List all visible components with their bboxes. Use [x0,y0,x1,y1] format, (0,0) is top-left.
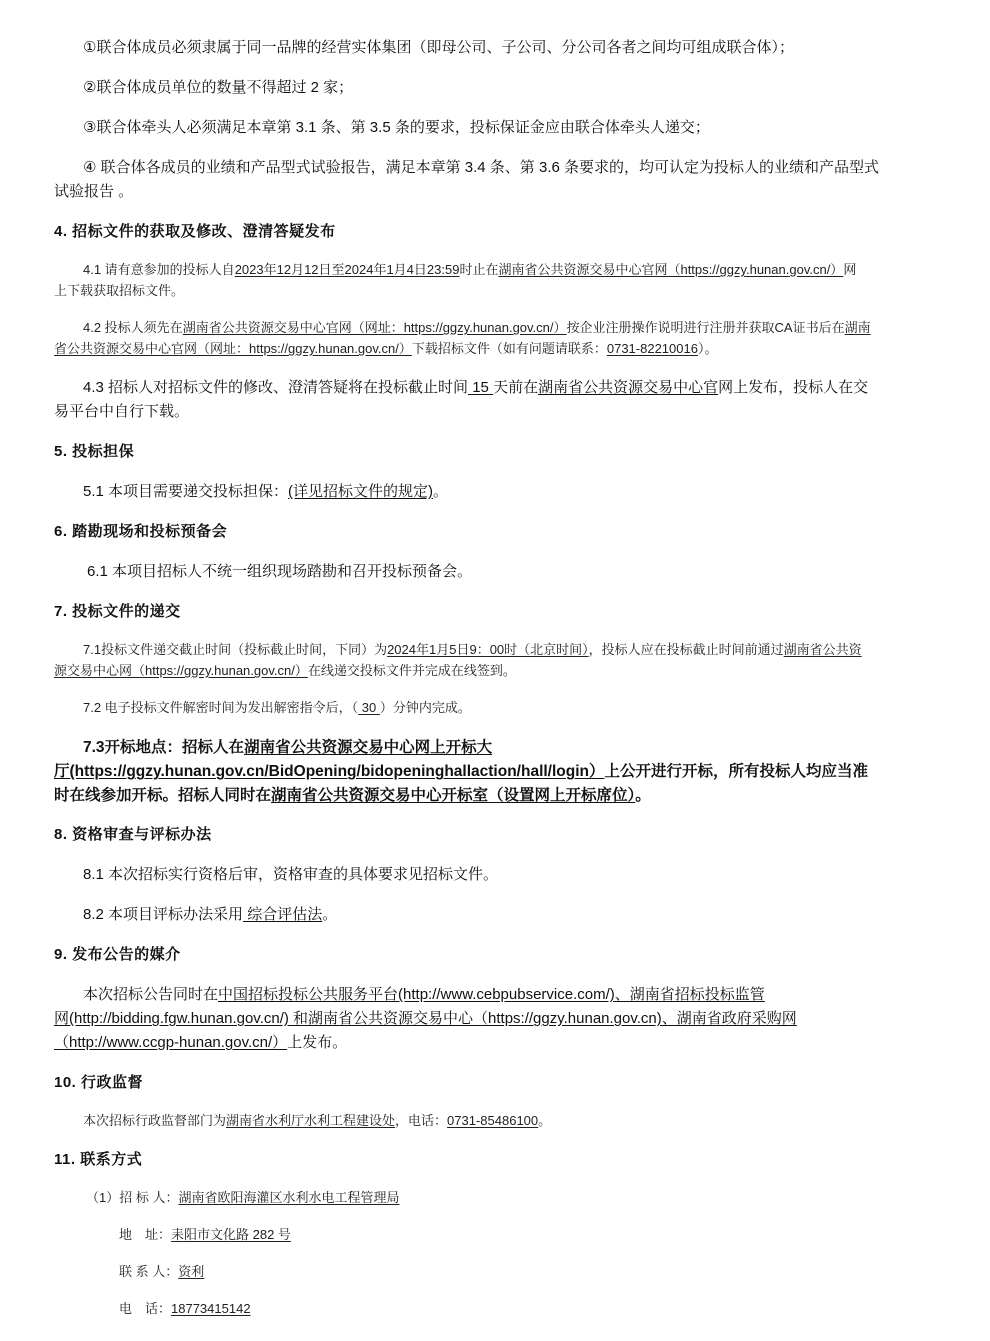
union-item-4-cont: 试验报告 。 [54,183,134,200]
union-item-3: ③联合体牵头人必须满足本章第 3.1 条、第 3.5 条的要求，投标保证金应由联合体牵头人递交； [83,119,710,136]
union-item-1: ①联合体成员必须隶属于同一品牌的经营实体集团（即母公司、子公司、分公司各者之间均可组成联合体）； [83,39,794,56]
section-7-3-cont: 厅(https://ggzy.hunan.gov.cn/BidOpening/bidopeninghallaction/hall/login）上公开进行开标，所有投标人均应当准 [54,763,869,780]
section-4-1-cont: 上下载获取招标文件。 [54,283,185,298]
contact-address: 地 址：耒阳市文化路 282 号 [119,1227,291,1242]
media-links-1[interactable]: 中国招标投标公共服务平台(http://www.cebpubservice.com/)、湖南省招标投标监管 [218,986,765,1003]
section-7-2: 7.2 电子投标文件解密时间为发出解密指令后，（ 30 ）分钟内完成。 [83,700,471,715]
section-4-3: 4.3 招标人对招标文件的修改、澄清答疑将在投标截止时间 15 天前在湖南省公共资源交易中心官网上发布，投标人在交 [83,379,869,396]
address-value: 耒阳市文化路 282 号 [171,1227,291,1242]
section-7-1-cont: 源交易中心网（https://ggzy.hunan.gov.cn/）在线递交投标文件并完成在线签到。 [54,663,516,678]
section-7-1: 7.1投标文件递交截止时间（投标截止时间，下同）为2024年1月5日9：00时（北京时间），投标人应在投标截止时间前通过湖南省公共资 [83,642,862,657]
section-9-line-2 [54,1007,797,1028]
section-9-line-3: （http://www.ccgp-hunan.gov.cn/）上发布。 [54,1034,348,1051]
tenderer-name: 湖南省欧阳海灌区水利水电工程管理局 [178,1190,400,1205]
section-9-line-1: 本次招标公告同时在中国招标投标公共服务平台(http://www.cebpubservice.com/)、湖南省招标投标监管 [83,986,765,1003]
section-8-title: 8. 资格审查与评标办法 [54,826,212,843]
decrypt-minutes: 30 [358,700,380,715]
media-links-2[interactable]: 网(http://bidding.fgw.hunan.gov.cn/) 和湖南省公共资源交易中心（https://ggzy.hunan.gov.cn)、湖南省政府采购网 [54,1010,797,1027]
contact-person-value: 资利 [178,1264,205,1279]
trading-center-link-3b[interactable]: 省公共资源交易中心官网（网址：https://ggzy.hunan.gov.cn/） [54,341,412,356]
section-7-3: 7.3开标地点：招标人在湖南省公共资源交易中心网上开标大 [83,739,493,756]
section-10-1: 本次招标行政监督部门为湖南省水利厅水利工程建设处，电话：0731-85486100。 [83,1113,552,1128]
section-11-title: 11. 联系方式 [54,1151,143,1168]
section-4-title: 4. 招标文件的获取及修改、澄清答疑发布 [54,223,336,240]
section-4-3-cont: 易平台中自行下载。 [54,403,190,420]
section-4-2-cont: 省公共资源交易中心官网（网址：https://ggzy.hunan.gov.cn/）下载招标文件（如有问题请联系：0731-82210016）。 [54,341,718,356]
trading-center-link-3a[interactable]: 湖南 [844,320,871,335]
guarantee-note: (详见招标文件的规定) [288,483,434,500]
trading-center-link-4[interactable]: 湖南省公共资源交易中心官 [538,379,719,396]
contact-tenderer: （1）招 标 人：湖南省欧阳海灌区水利水电工程管理局 [86,1190,400,1205]
section-4-2: 4.2 投标人须先在湖南省公共资源交易中心官网（网址：https://ggzy.hunan.gov.cn/）按企业注册操作说明进行注册并获取CA证书后在湖南 [83,320,871,335]
contact-phone: 0731-82210016 [606,341,698,356]
media-links-3[interactable]: （http://www.ccgp-hunan.gov.cn/） [54,1034,288,1051]
section-5-1: 5.1 本项目需要递交投标担保：(详见招标文件的规定)。 [83,483,449,500]
union-item-4: ④ 联合体各成员的业绩和产品型式试验报告，满足本章第 3.4 条、第 3.6 条要求的，均可认定为投标人的业绩和产品型式 [83,159,879,176]
section-5-title: 5. 投标担保 [54,443,135,460]
clarify-days: 15 [468,379,494,396]
supervision-dept: 湖南省水利厅水利工程建设处 [226,1113,396,1128]
section-6-title: 6. 踏勘现场和投标预备会 [54,523,228,540]
deadline-time: 2024年1月5日9：00时（北京时间） [387,642,589,657]
section-8-1: 8.1 本次招标实行资格后审，资格审查的具体要求见招标文件。 [83,866,499,883]
section-8-2: 8.2 本项目评标办法采用 综合评估法。 [83,906,338,923]
section-4-1: 4.1 请有意参加的投标人自2023年12月12日至2024年1月4日23:59时止在湖南省公共资源交易中心官网（https://ggzy.hunan.gov.cn/）网 [83,262,857,277]
section-7-3-cont2: 时在线参加开标。招标人同时在湖南省公共资源交易中心开标室（设置网上开标席位）。 [54,787,651,804]
supervision-phone: 0731-85486100 [447,1113,539,1128]
contact-phone-line: 电 话：18773415142 [119,1301,251,1316]
union-item-2: ②联合体成员单位的数量不得超过 2 家； [83,79,354,96]
download-period: 2023年12月12日至2024年1月4日23:59 [234,262,460,277]
trading-center-link-2[interactable]: 湖南省公共资源交易中心官网（网址：https://ggzy.hunan.gov.cn/） [182,320,567,335]
contact-phone-value: 18773415142 [171,1301,251,1316]
evaluation-method: 综合评估法 [243,906,323,923]
section-7-title: 7. 投标文件的递交 [54,603,181,620]
bid-opening-room: 湖南省公共资源交易中心开标室（设置网上开标席位） [271,787,636,804]
section-10-title: 10. 行政监督 [54,1074,144,1091]
trading-center-link-5b[interactable]: 源交易中心网（https://ggzy.hunan.gov.cn/） [54,663,308,678]
trading-center-link[interactable]: 湖南省公共资源交易中心官网（https://ggzy.hunan.gov.cn/） [498,262,844,277]
contact-person: 联 系 人：资利 [119,1264,205,1279]
bid-opening-link-a[interactable]: 湖南省公共资源交易中心网上开标大 [244,739,493,756]
section-6-1: 6.1 本项目招标人不统一组织现场踏勘和召开投标预备会。 [87,563,473,580]
section-9-title: 9. 发布公告的媒介 [54,946,181,963]
trading-center-link-5a[interactable]: 湖南省公共资 [783,642,862,657]
bid-opening-link-b[interactable]: 厅(https://ggzy.hunan.gov.cn/BidOpening/bidopeninghallaction/hall/login） [54,763,605,780]
